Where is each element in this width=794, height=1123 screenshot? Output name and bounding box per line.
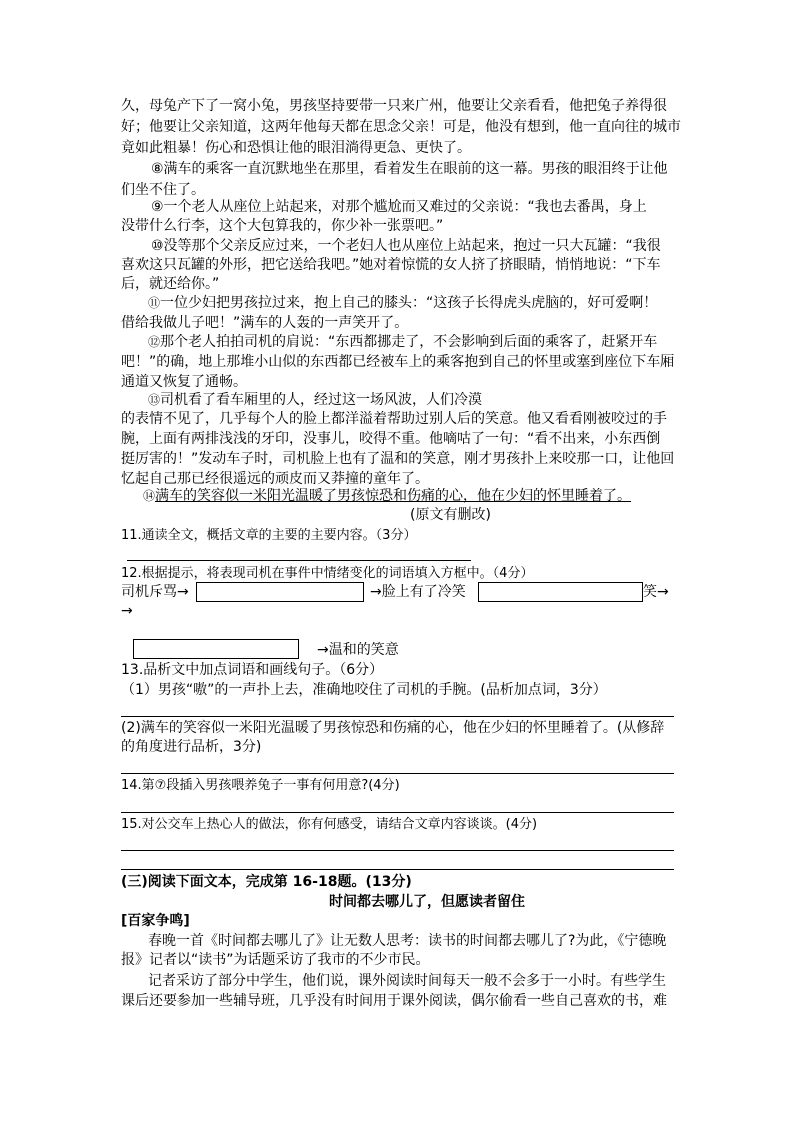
paragraph-number: ⑬ bbox=[148, 393, 161, 407]
question-11: 11.通读全文，概括文章的主要的主要内容。（3分） bbox=[121, 528, 417, 543]
paragraph-number: ⑭ bbox=[143, 489, 156, 503]
passage-line: 竟如此粗暴！伤心和恐惧让他的眼泪淌得更急、更快了。 bbox=[121, 140, 471, 156]
question-13: 13.品析文中加点词语和画线句子。（6分） bbox=[121, 662, 384, 678]
paragraph-number: ⑪ bbox=[148, 296, 161, 310]
article-title: 时间都去哪儿了，但愿读者留住 bbox=[329, 894, 525, 910]
source-note: (原文有删改) bbox=[410, 507, 491, 523]
article-line: 报》记者以“读书”为话题采访了我市的不少市民。 bbox=[121, 952, 430, 968]
arrow: → bbox=[370, 584, 382, 600]
question-12: 12.根据提示，将表现司机在事件中情绪变化的词语填入方框中。（4分） bbox=[121, 566, 534, 581]
paragraph-10-line: 后，就还给你。” bbox=[121, 276, 220, 292]
paragraph-12-line: 吧！”的确，地上那堆小山似的东西都已经被车上的乘客抱到自己的怀里或塞到座位下车厢 bbox=[121, 354, 675, 370]
paragraph-text: 一位少妇把男孩拉过来，抱上自己的膝头：“这孩子长得虎头虎脑的，好可爱啊！ bbox=[160, 295, 658, 311]
article-line: 春晚一首《时间都去哪儿了》让无数人思考：读书的时间都去哪儿了?为此，《宁德晚 bbox=[148, 933, 667, 949]
paragraph-11-line bbox=[148, 293, 657, 313]
answer-box-1[interactable] bbox=[196, 582, 364, 602]
paragraph-10-line: ⑩没等那个父亲反应过来，一个老妇人也从座位上站起来，抱过一只大瓦罐：“我很 bbox=[151, 238, 661, 254]
answer-box-3[interactable] bbox=[133, 639, 299, 659]
flow-label: 脸上有了冷笑 bbox=[381, 584, 466, 600]
flow-label: 司机斥骂 bbox=[121, 584, 177, 600]
passage-line: 好；他要让父亲知道，这两年他每天都在思念父亲！可是，他没有想到，他一直向往的城市 bbox=[121, 119, 681, 135]
paragraph-8-line: ⑧满车的乘客一直沉默地坐在那里，看着发生在眼前的这一幕。男孩的眼泪终于让他 bbox=[151, 161, 668, 177]
question-14: 14.第⑦段插入男孩喂养兔子一事有何用意?(4分) bbox=[121, 778, 400, 793]
paragraph-9-line: 没带什么行李，这个大包算我的，你少补一张票吧。” bbox=[121, 218, 444, 234]
answer-line[interactable] bbox=[121, 716, 674, 717]
answer-line[interactable] bbox=[121, 850, 674, 851]
flow-label: 温和的笑意 bbox=[328, 642, 399, 658]
paragraph-13-line: 忆起自己那已经很遥远的顽皮而又莽撞的童年了。 bbox=[121, 471, 429, 487]
article-line: 课后还要参加一些辅导班，几乎没有时间用于课外阅读，偶尔偷看一些自己喜欢的书，难 bbox=[121, 993, 667, 1009]
paragraph-12-line: 通道又恢复了通畅。 bbox=[121, 374, 247, 390]
answer-line[interactable] bbox=[121, 773, 674, 774]
question-13-2: 的角度进行品析，3分) bbox=[121, 739, 262, 755]
paragraph-12-line bbox=[148, 332, 657, 352]
flow-final bbox=[317, 640, 399, 660]
answer-line[interactable] bbox=[121, 812, 674, 813]
question-13-1: （1）男孩“嗷”的一声扑上去，准确地咬住了司机的手腕。(品析加点词，3分） bbox=[121, 682, 607, 698]
article-line: 记者采访了部分中学生，他们说，课外阅读时间每天一般不会多于一小时。有些学生 bbox=[148, 973, 666, 989]
arrow: → bbox=[121, 603, 133, 619]
question-13-2: (2)满车的笑容似一米阳光温暖了男孩惊恐和伤痛的心，他在少妇的怀里睡着了。(从修辞 bbox=[121, 720, 665, 736]
paragraph-13-line: 挺厉害的！”发动车子时，司机脸上也有了温和的笑意，刚才男孩扑上来咬那一口，让他回 bbox=[121, 451, 675, 467]
subheading: [百家争鸣] bbox=[121, 913, 190, 929]
paragraph-13-line: 腕，上面有两排浅浅的牙印，没事儿，咬得不重。他嘀咕了一句：“看不出来，小东西倒 bbox=[121, 431, 661, 447]
flow-end bbox=[643, 582, 669, 602]
paragraph-11-line: 借给我做儿子吧！”满车的人轰的一声笑开了。 bbox=[121, 315, 409, 331]
flow-label: 笑 bbox=[643, 584, 657, 600]
paragraph-9-line: ⑨一个老人从座位上站起来，对那个尴尬而又难过的父亲说：“我也去番禺，身上 bbox=[151, 199, 647, 215]
paragraph-13-line: 的表情不见了，几乎每个人的脸上都洋溢着帮助过别人后的笑意。他又看看刚被咬过的手 bbox=[121, 411, 667, 427]
paragraph-number: ⑫ bbox=[148, 335, 161, 349]
arrow: → bbox=[657, 584, 669, 600]
passage-line: 久，母兔产下了一窝小兔，男孩坚持要带一只来广州，他要让父亲看看，他把兔子养得很 bbox=[121, 98, 667, 114]
paragraph-10-line: 喜欢这只瓦罐的外形，把它送给我吧。”她对着惊慌的女人挤了挤眼睛，悄悄地说：“下车 bbox=[121, 257, 661, 273]
paragraph-13-line bbox=[148, 390, 482, 410]
paragraph-text: 司机看了看车厢里的人，经过这一场风波，人们冷漠 bbox=[160, 392, 483, 408]
question-15: 15.对公交车上热心人的做法，你有何感受，请结合文章内容谈谈。(4分) bbox=[121, 817, 538, 832]
underlined-sentence: 满车的笑容似一米阳光温暖了男孩惊恐和伤痛的心，他在少妇的怀里睡着了。 bbox=[155, 488, 632, 504]
paragraph-text: 那个老人拍拍司机的肩说：“东西都挪走了，不会影响到后面的乘客了，赶紧开车 bbox=[160, 334, 658, 350]
answer-line[interactable] bbox=[121, 869, 674, 870]
answer-box-2[interactable] bbox=[478, 582, 643, 602]
arrow: → bbox=[177, 584, 189, 600]
answer-line[interactable] bbox=[127, 560, 471, 561]
flow-start bbox=[121, 582, 189, 602]
paragraph-8-line: 们坐不住了。 bbox=[121, 182, 205, 198]
arrow: → bbox=[317, 642, 329, 658]
paragraph-14-line bbox=[143, 486, 631, 506]
section-heading: (三)阅读下面文本，完成第 16-18题。(13分) bbox=[121, 874, 412, 890]
flow-middle bbox=[370, 582, 466, 602]
